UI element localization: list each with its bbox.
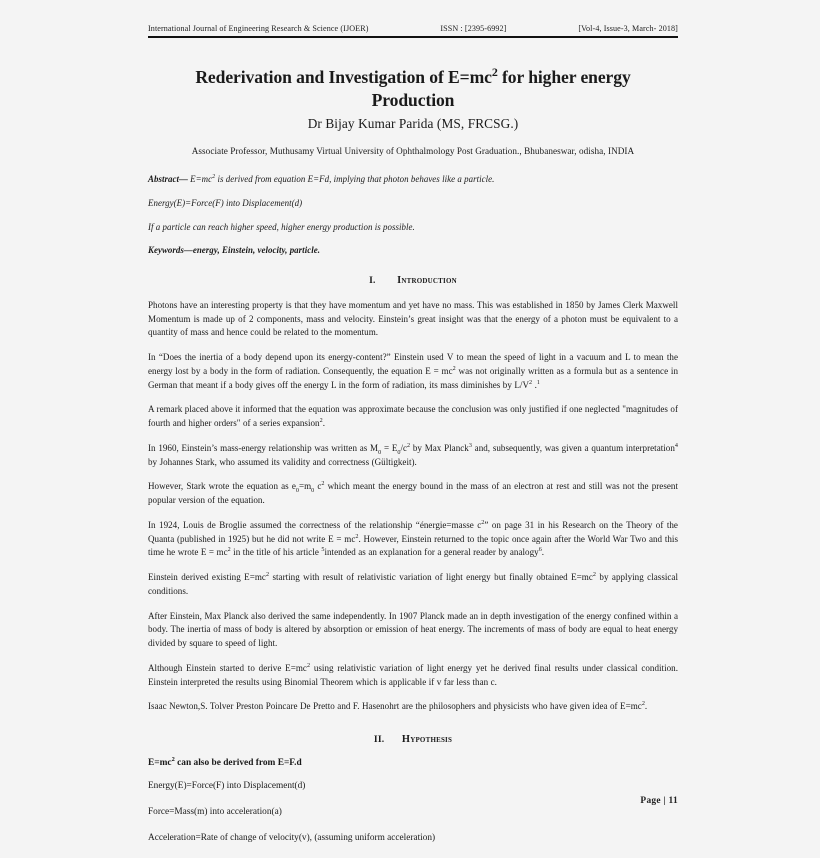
hypothesis-lead <box>148 755 678 768</box>
section-number-1: I. <box>369 274 376 286</box>
hypothesis-line: Energy(E)=Force(F) into Displacement(d) <box>148 781 306 791</box>
superscript: 2 <box>319 417 323 424</box>
superscript: 2 <box>321 481 325 488</box>
abstract-superscript: 2 <box>212 174 216 181</box>
section-heading-introduction <box>148 275 678 286</box>
section-number-2: II. <box>373 734 385 745</box>
subscript: 0 <box>378 449 382 456</box>
superscript: 2 <box>306 662 311 669</box>
introduction-body <box>148 299 678 714</box>
superscript: 6 <box>538 547 542 554</box>
running-header <box>148 24 678 35</box>
body-paragraph: Although Einstein started to derive $E=mc^2$ using relativistic variation of light energy yet he derived final results under classical condition. Einstein interpreted the results using Binomial Theorem which is applicable if v far less than c. <box>148 662 678 687</box>
keywords-text: energy, Einstein, velocity, particle. <box>192 244 320 255</box>
keywords-line <box>148 245 678 255</box>
superscript: 2 <box>265 571 270 578</box>
hypothesis-line: Force=Mass(m) into acceleration(a) <box>148 806 282 817</box>
abstract-line-3: If a particle can reach higher speed, higher energy production is possible. <box>148 221 415 232</box>
hypothesis-lead-post: can also be derived from E=F.d <box>174 758 302 768</box>
volume-issue-label: [Vol-4, Issue-3, March- 2018] <box>578 24 678 33</box>
body-paragraph: However, Stark wrote the equation as $e_0=m_0$ $c^2$ which meant the energy bound in the mass of an electron at rest and still was not the present popular version of the equation. <box>148 481 678 505</box>
issn-label: ISSN : [2395-6992] <box>440 24 507 33</box>
subscript: 0 <box>311 488 315 495</box>
abstract-text-a: E=mc <box>187 174 213 185</box>
abstract-text-b: is derived from equation E=Fd, implying that photon behaves like a particle. <box>215 174 495 185</box>
hypothesis-lead-superscript: 2 <box>171 755 175 763</box>
body-paragraph: A remark placed above it informed that the equation was approximate because the conclusion was only justified if one neglected "magnitudes of fourth and higher orders" of a series expansion$^2$. <box>148 404 678 428</box>
page-footer: Page | 11 <box>640 796 678 806</box>
title-line-1-pre: Rederivation and Investigation of E=mc <box>195 67 492 87</box>
subscript: 0 <box>295 488 299 495</box>
superscript: 2 <box>355 533 359 540</box>
superscript: 5 <box>321 547 325 554</box>
superscript: 4 <box>674 442 678 449</box>
title-line-1-post: for higher energy <box>497 67 631 87</box>
section-title-1: Introduction <box>397 274 457 286</box>
affiliation-line: Associate Professor, Muthusamy Virtual University of Ophthalmology Post Graduation., Bhubaneswar, odisha, INDIA <box>191 146 635 157</box>
superscript: 2 <box>452 365 456 372</box>
title-superscript: 2 <box>491 65 498 80</box>
abstract-label: Abstract— <box>148 174 188 185</box>
superscript: 2 <box>529 379 533 386</box>
page-title <box>148 66 678 111</box>
body-paragraph: In 1924, Louis de Broglie assumed the correctness of the relationship “énergie=masse $c^2$” on page 31 in his Research on the Theory of the Quanta (published in 1925) but he did not write $E = mc^2$. However, Einstein returned to the topic once again after the World War Two and this time he wrote $E = mc^2$ in the title of his article $^5$intended as an explanation for a general reader by analogy$^6$. <box>148 519 679 558</box>
page-content <box>148 24 678 858</box>
superscript: 2 <box>592 571 596 578</box>
header-divider-rule <box>148 36 678 38</box>
body-paragraph: Photons have an interesting property is that they have momentum and yet have no mass. This was established in 1850 by James Clerk Maxwell Momentum is made up of 2 components, mass and velocity. Einstein’s great insight was that the energy of a photon must be equivalent to a quantity of mass and hence could be related to the momentum. <box>148 299 678 338</box>
superscript: 2 <box>227 547 231 554</box>
superscript: 2 <box>641 701 645 708</box>
abstract-line-1 <box>148 173 678 186</box>
author-line: Dr Bijay Kumar Parida (MS, FRCSG.) <box>307 116 519 132</box>
journal-name: International Journal of Engineering Research & Science (IJOER) <box>148 24 369 33</box>
keywords-label: Keywords— <box>148 244 193 255</box>
subscript: 0 <box>397 449 401 456</box>
superscript: 2 <box>481 519 485 526</box>
superscript: 2 <box>407 442 411 449</box>
body-paragraph: After Einstein, Max Planck also derived the same independently. In 1907 Planck made an in depth investigation of the energy confined within a body. The inertia of mass of body is altered by absorption or emission of heat energy. The increments of mass of body are equal to heat energy divided by square to speed of light. <box>148 610 678 648</box>
title-line-2: Production <box>371 89 455 110</box>
superscript: 1 <box>536 379 540 386</box>
hypothesis-lead-pre: E=mc <box>148 758 172 768</box>
body-paragraph: In “Does the inertia of a body depend upon its energy-content?” Einstein used V to mean the speed of light in a vacuum and L to mean the energy lost by a body in the form of radiation. Consequently, the equation $E = mc^2$ was not originally written as a formula but as a sentence in German that meant if a body gives off the energy L in the form of radiation, its mass diminishes by $L/V^2$ .$^1$ <box>148 352 678 390</box>
hypothesis-equation-list <box>148 780 678 846</box>
superscript: 3 <box>468 442 472 449</box>
body-paragraph: Einstein derived existing $E=mc^2$ starting with result of relativistic variation of light energy but finally obtained $E=mc^2$ by applying classical conditions. <box>148 571 678 596</box>
hypothesis-line: Acceleration=Rate of change of velocity(v), (assuming uniform acceleration) <box>148 832 436 843</box>
section-title-2: Hypothesis <box>401 734 453 745</box>
section-heading-hypothesis <box>148 734 678 745</box>
body-paragraph: Isaac Newton,S. Tolver Preston Poincare De Pretto and F. Hasenohrt are the philosophers and physicists who have given idea of $E=mc^2$. <box>148 701 648 712</box>
body-paragraph: In 1960, Einstein’s mass-energy relationship was written as $M_0 = E_0/c^2$ by Max Planck$^3$ and, subsequently, was given a quantum interpretation$^4$ by Johannes Stark, who assumed its validity and correctness (Gültigkeit). <box>148 442 678 467</box>
abstract-line-2: Energy(E)=Force(F) into Displacement(d) <box>148 197 303 208</box>
abstract-block <box>148 173 678 255</box>
